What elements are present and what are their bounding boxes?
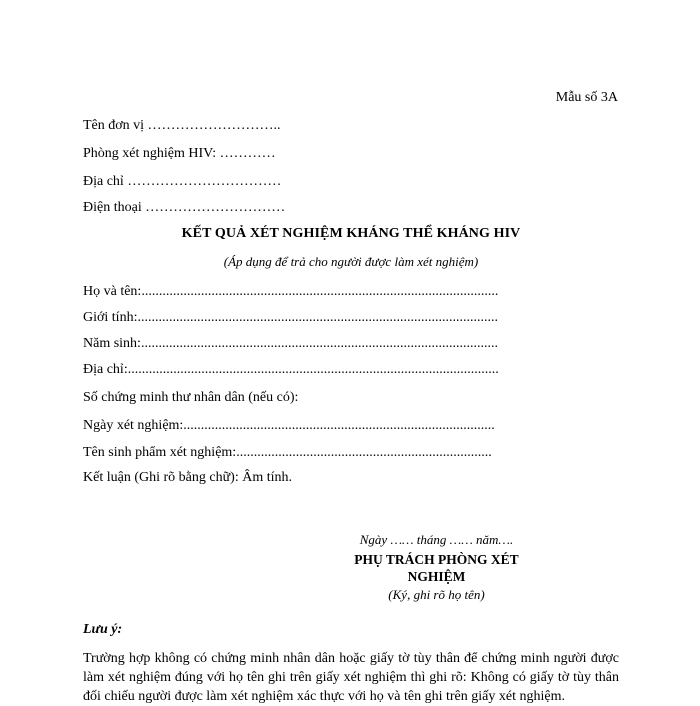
signature-note: (Ký, ghi rõ họ tên) [388,587,485,602]
unit-name-line: Tên đơn vị ……………………….. [83,118,281,133]
note-body: Trường hợp không có chứng minh nhân dân hoặc giấy tờ tùy thân để chứng minh người được làm xét nghiệm đúng với họ tên ghi trên giấy xét nghiệm thì ghi rõ: Không có giấy tờ tùy thân đối chiếu người được làm xét nghiệm xác thực với họ và tên ghi trên giấy xét nghiệm. [83,651,619,704]
lab-name-line: Phòng xét nghiệm HIV: ………… [83,146,276,161]
field-gender: Giới tính:....................................................................................................... [83,310,498,325]
form-code: Mẫu số 3A [555,90,618,105]
document-title: KẾT QUẢ XÉT NGHIỆM KHÁNG THỂ KHÁNG HIV [181,226,521,241]
field-birth-year: Năm sinh:...................................................................................................... [83,336,498,351]
field-name: Họ và tên:...................................................................................................... [83,284,499,299]
field-test-date: Ngày xét nghiệm:......................................................................................... [83,418,495,433]
note-heading: Lưu ý: [83,622,123,637]
signature-title: PHỤ TRÁCH PHÒNG XÉT NGHIỆM [354,552,519,584]
field-id-card: Số chứng minh thư nhân dân (nếu có): [83,390,299,405]
phone-line: Điện thoại ………………………… [83,200,286,215]
signature-date: Ngày …… tháng …… năm…. [359,532,514,547]
document-subtitle: (Áp dụng để trả cho người được làm xét nghiệm) [223,254,479,269]
header-address-line: Địa chỉ …………………………… [83,174,282,189]
field-address: Địa chỉ:.......................................................................................................... [83,362,499,377]
field-conclusion: Kết luận (Ghi rõ bằng chữ): Âm tính. [83,470,292,485]
field-test-kit: Tên sinh phẩm xét nghiệm:......................................................................... [83,445,492,460]
